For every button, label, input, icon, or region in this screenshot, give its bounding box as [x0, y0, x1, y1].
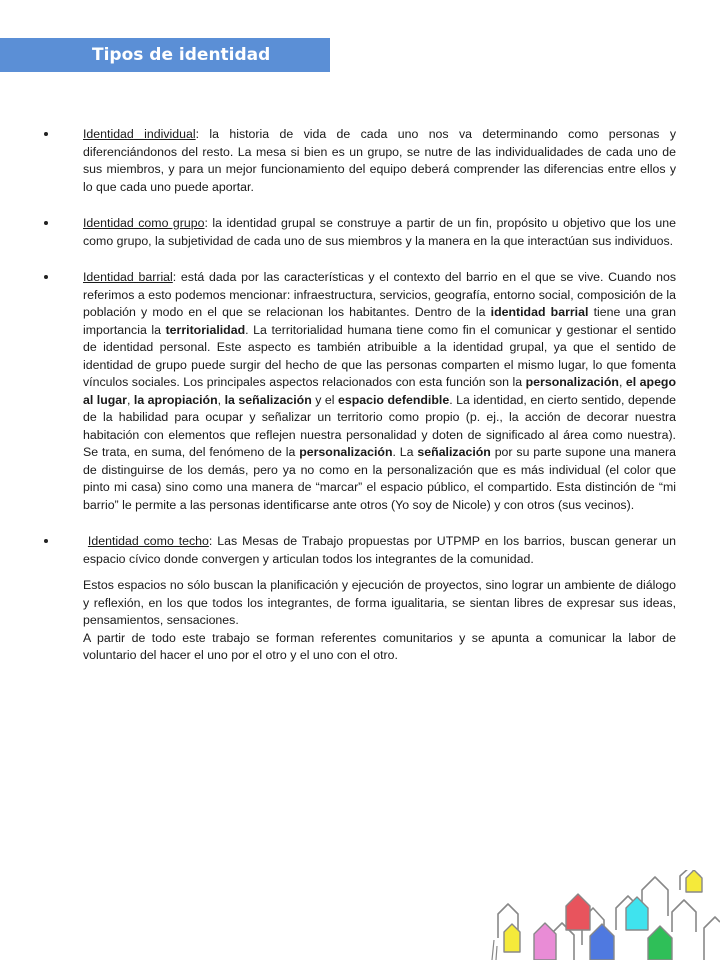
body-text: A partir de todo este trabajo se forman referentes comunitarios y se apunta a comunicar la labor de voluntario del hacer el uno por el otro y el uno con el otro. [83, 630, 676, 662]
bold-term: la señalización [224, 392, 312, 407]
pink-house-icon [534, 923, 556, 960]
body-text: , [217, 392, 225, 407]
body-text: : la identidad grupal se construye a partir de un fin, propósito u objetivo que los une como grupo, la subjetividad de cada uno de sus miembros y la manera en la que interactúan sus individuos. [83, 216, 677, 248]
bold-term: espacio defendible [338, 392, 450, 407]
bold-term: personalización [299, 445, 393, 459]
body-text: , [126, 392, 134, 407]
list-item-identidad-individual [44, 126, 676, 196]
body-text: . La identidad, en cierto sentido, depende de la habilidad para ocupar y señalizar un territorio como propio (p. ej., la acción de decorar nuestra habitación con elementos que reflejen nuestra personalidad y doten de significado al área como nuestra). Se trata, en suma, del fenómeno de la [83, 392, 677, 459]
paragraph [83, 269, 676, 514]
yellow-house-icon [686, 870, 702, 892]
list-item-identidad-barrial [44, 269, 676, 514]
body-text: . La territorialidad humana tiene como fin el comunicar y gestionar el sentido de identidad personal. Este aspecto es también atribuible a la identidad grupal, ya que el sentido de identidad de grupo puede surgir del hecho de que las personas comparten el mismo lugar, lo que fomenta vínculos sociales. Los principales aspectos relacionados con esta función son la [83, 322, 676, 389]
body-text: y el [311, 392, 338, 407]
term-label: Identidad como techo [87, 534, 209, 548]
colorful-houses-illustration [490, 870, 720, 960]
body-text: : la historia de vida de cada uno nos va determinando como personas y diferenciándonos del resto. La mesa si bien es un grupo, se nutre de las individualidades de cada uno de sus miembros, y para un mejor funcionamiento del equipo deberá comprender las diferencias entre ellos y lo que cada uno puede aportar. [83, 127, 677, 194]
body-text: por su parte supone una manera de distinguirse de los demás, pero ya no como en la personalización que es más individual (el color que pinto mi casa) sino como una manera de “marcar” el espacio público, el compartido. Esta distinción de “mi barrio” le permite a las personas identificarse ante otros (Yo soy de Nicole) y con otros (sus vecinos). [83, 445, 676, 512]
list-item-identidad-grupo [44, 215, 676, 250]
bullet-icon [44, 539, 48, 543]
bold-term: personalización [525, 375, 619, 389]
paragraph [83, 126, 676, 196]
body-text: . La [392, 445, 418, 459]
bold-term: la apropiación [133, 392, 218, 407]
bold-term: el apego al lugar [83, 375, 677, 407]
body-text: : está dada por las características y el contexto del barrio en el que se vive. Cuando nos referimos a esto podemos mencionar: infraestructura, servicios, geografía, entorno social, composición de la población y modo en el que se relacionan los habitantes. Dentro de la [83, 270, 676, 319]
scribble-icon [492, 940, 497, 960]
paragraph [83, 533, 676, 568]
title-banner [0, 38, 330, 72]
identity-list [44, 126, 676, 684]
list-item-identidad-techo [44, 533, 676, 665]
bullet-icon [44, 132, 48, 136]
green-house-icon [648, 926, 672, 960]
term-label: Identidad como grupo [83, 216, 205, 230]
body-text: : Las Mesas de Trabajo propuestas por UTPMP en los barrios, buscan generar un espacio cívico donde convergen y articulan todos los integrantes de la comunidad. [83, 534, 676, 566]
red-house-icon [566, 894, 590, 930]
page-title: Tipos de identidad [92, 45, 271, 65]
bold-term: identidad barrial [490, 305, 589, 319]
cyan-house-icon [626, 897, 648, 930]
body-text: Estos espacios no sólo buscan la planificación y ejecución de proyectos, sino lograr un ambiente de diálogo y reflexión, en los que todos los integrantes, de forma igualitaria, se sientan libres de expresar sus ideas, pensamientos, sensaciones. [83, 578, 676, 627]
body-text: tiene una gran importancia la [83, 305, 677, 337]
term-label: Identidad individual [83, 127, 196, 141]
bullet-icon [44, 275, 48, 279]
term-label: Identidad barrial [83, 270, 173, 284]
blue-house-icon [590, 924, 614, 960]
outline-house-icon [672, 900, 696, 932]
outline-house-icon [704, 917, 720, 960]
paragraph-extra [83, 577, 676, 665]
bullet-icon [44, 221, 48, 225]
paragraph [83, 215, 676, 250]
bold-term: señalización [417, 445, 491, 459]
bold-term: territorialidad [165, 322, 246, 337]
body-text: , [618, 375, 626, 389]
